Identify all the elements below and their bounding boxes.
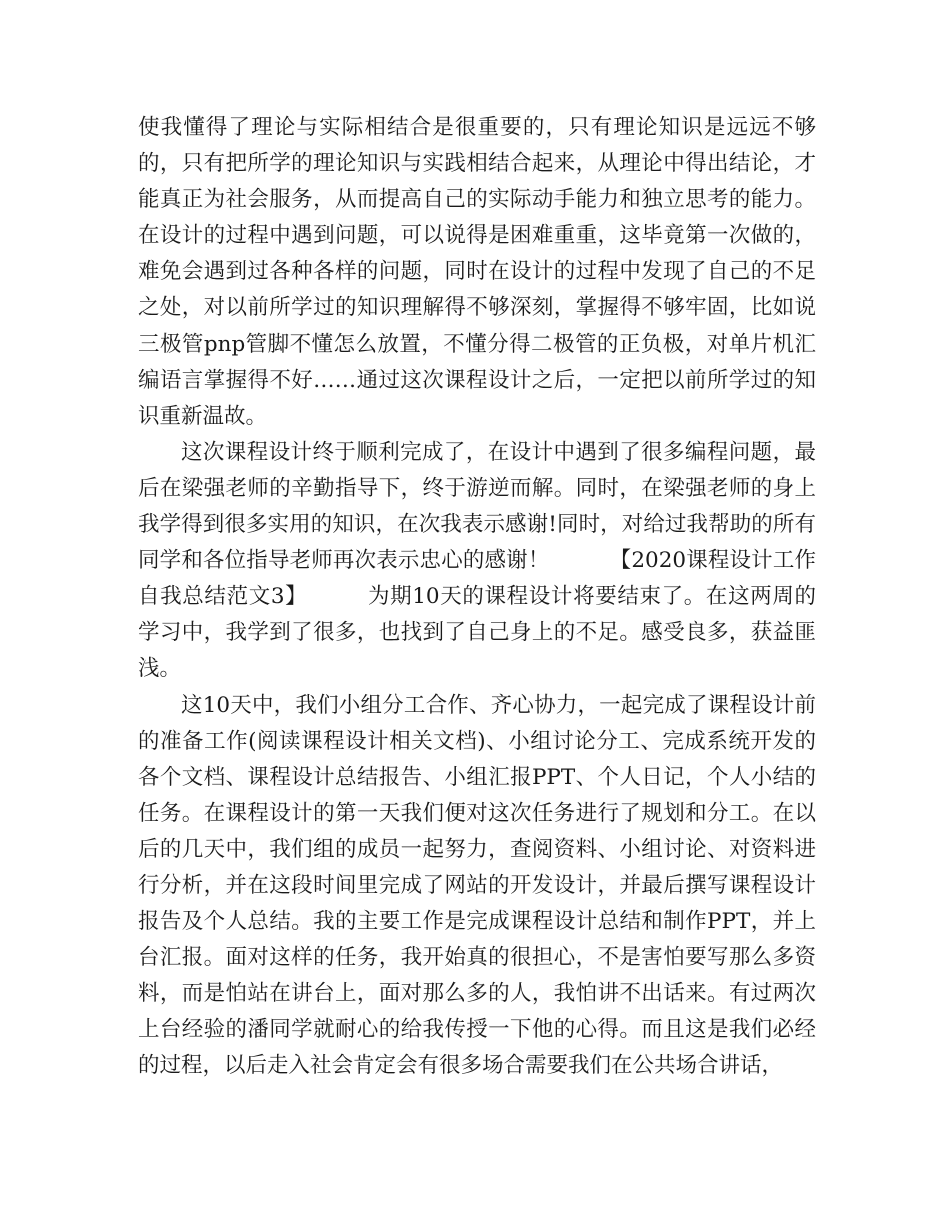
paragraph-2-text-a: 这次课程设计终于顺利完成了，在设计中遇到了很多编程问题，最后在梁强老师的辛勤指导下，终于游逆而解。同时，在梁强老师的身上我学得到很多实用的知识，在次我表示感谢!同时，对给过我帮助的所有同学和各位指导老师再次表示忠心的感谢！ xyxy=(138,439,816,574)
document-body xyxy=(138,110,816,1085)
paragraph-1: 使我懂得了理论与实际相结合是很重要的，只有理论知识是远远不够的，只有把所学的理论知识与实践相结合起来，从理论中得出结论，才能真正为社会服务，从而提高自己的实际动手能力和独立思考的能力。在设计的过程中遇到问题，可以说得是困难重重，这毕竟第一次做的，难免会遇到过各种各样的问题，同时在设计的过程中发现了自己的不足之处，对以前所学过的知识理解得不够深刻，掌握得不够牢固，比如说三极管pnp管脚不懂怎么放置，不懂分得二极管的正负极，对单片机汇编语言掌握得不好……通过这次课程设计之后，一定把以前所学过的知识重新温故。 xyxy=(138,115,816,429)
paragraph-2 xyxy=(138,435,816,688)
section-heading: 【2020课程设计工作自我总结范文3】 xyxy=(138,548,816,610)
paragraph-3: 这10天中，我们小组分工合作、齐心协力，一起完成了课程设计前的准备工作(阅读课程设计相关文档)、小组讨论分工、完成系统开发的各个文档、课程设计总结报告、小组汇报PPT、个人日记，个人小结的任务。在课程设计的第一天我们便对这次任务进行了规划和分工。在以后的几天中，我们组的成员一起努力，查阅资料、小组讨论、对资料进行分析，并在这段时间里完成了网站的开发设计，并最后撰写课程设计报告及个人总结。我的主要工作是完成课程设计总结和制作PPT，并上台汇报。面对这样的任务，我开始真的很担心，不是害怕要写那么多资料，而是怕站在讲台上，面对那么多的人，我怕讲不出话来。有过两次上台经验的潘同学就耐心的给我传授一下他的心得。而且这是我们必经的过程，以后走入社会肯定会有很多场合需要我们在公共场合讲话， xyxy=(138,692,816,1079)
paragraph-2-text-b: 为期10天的课程设计将要结束了。在这两周的学习中，我学到了很多，也找到了自己身上的不足。感受良多，获益匪浅。 xyxy=(138,584,816,682)
